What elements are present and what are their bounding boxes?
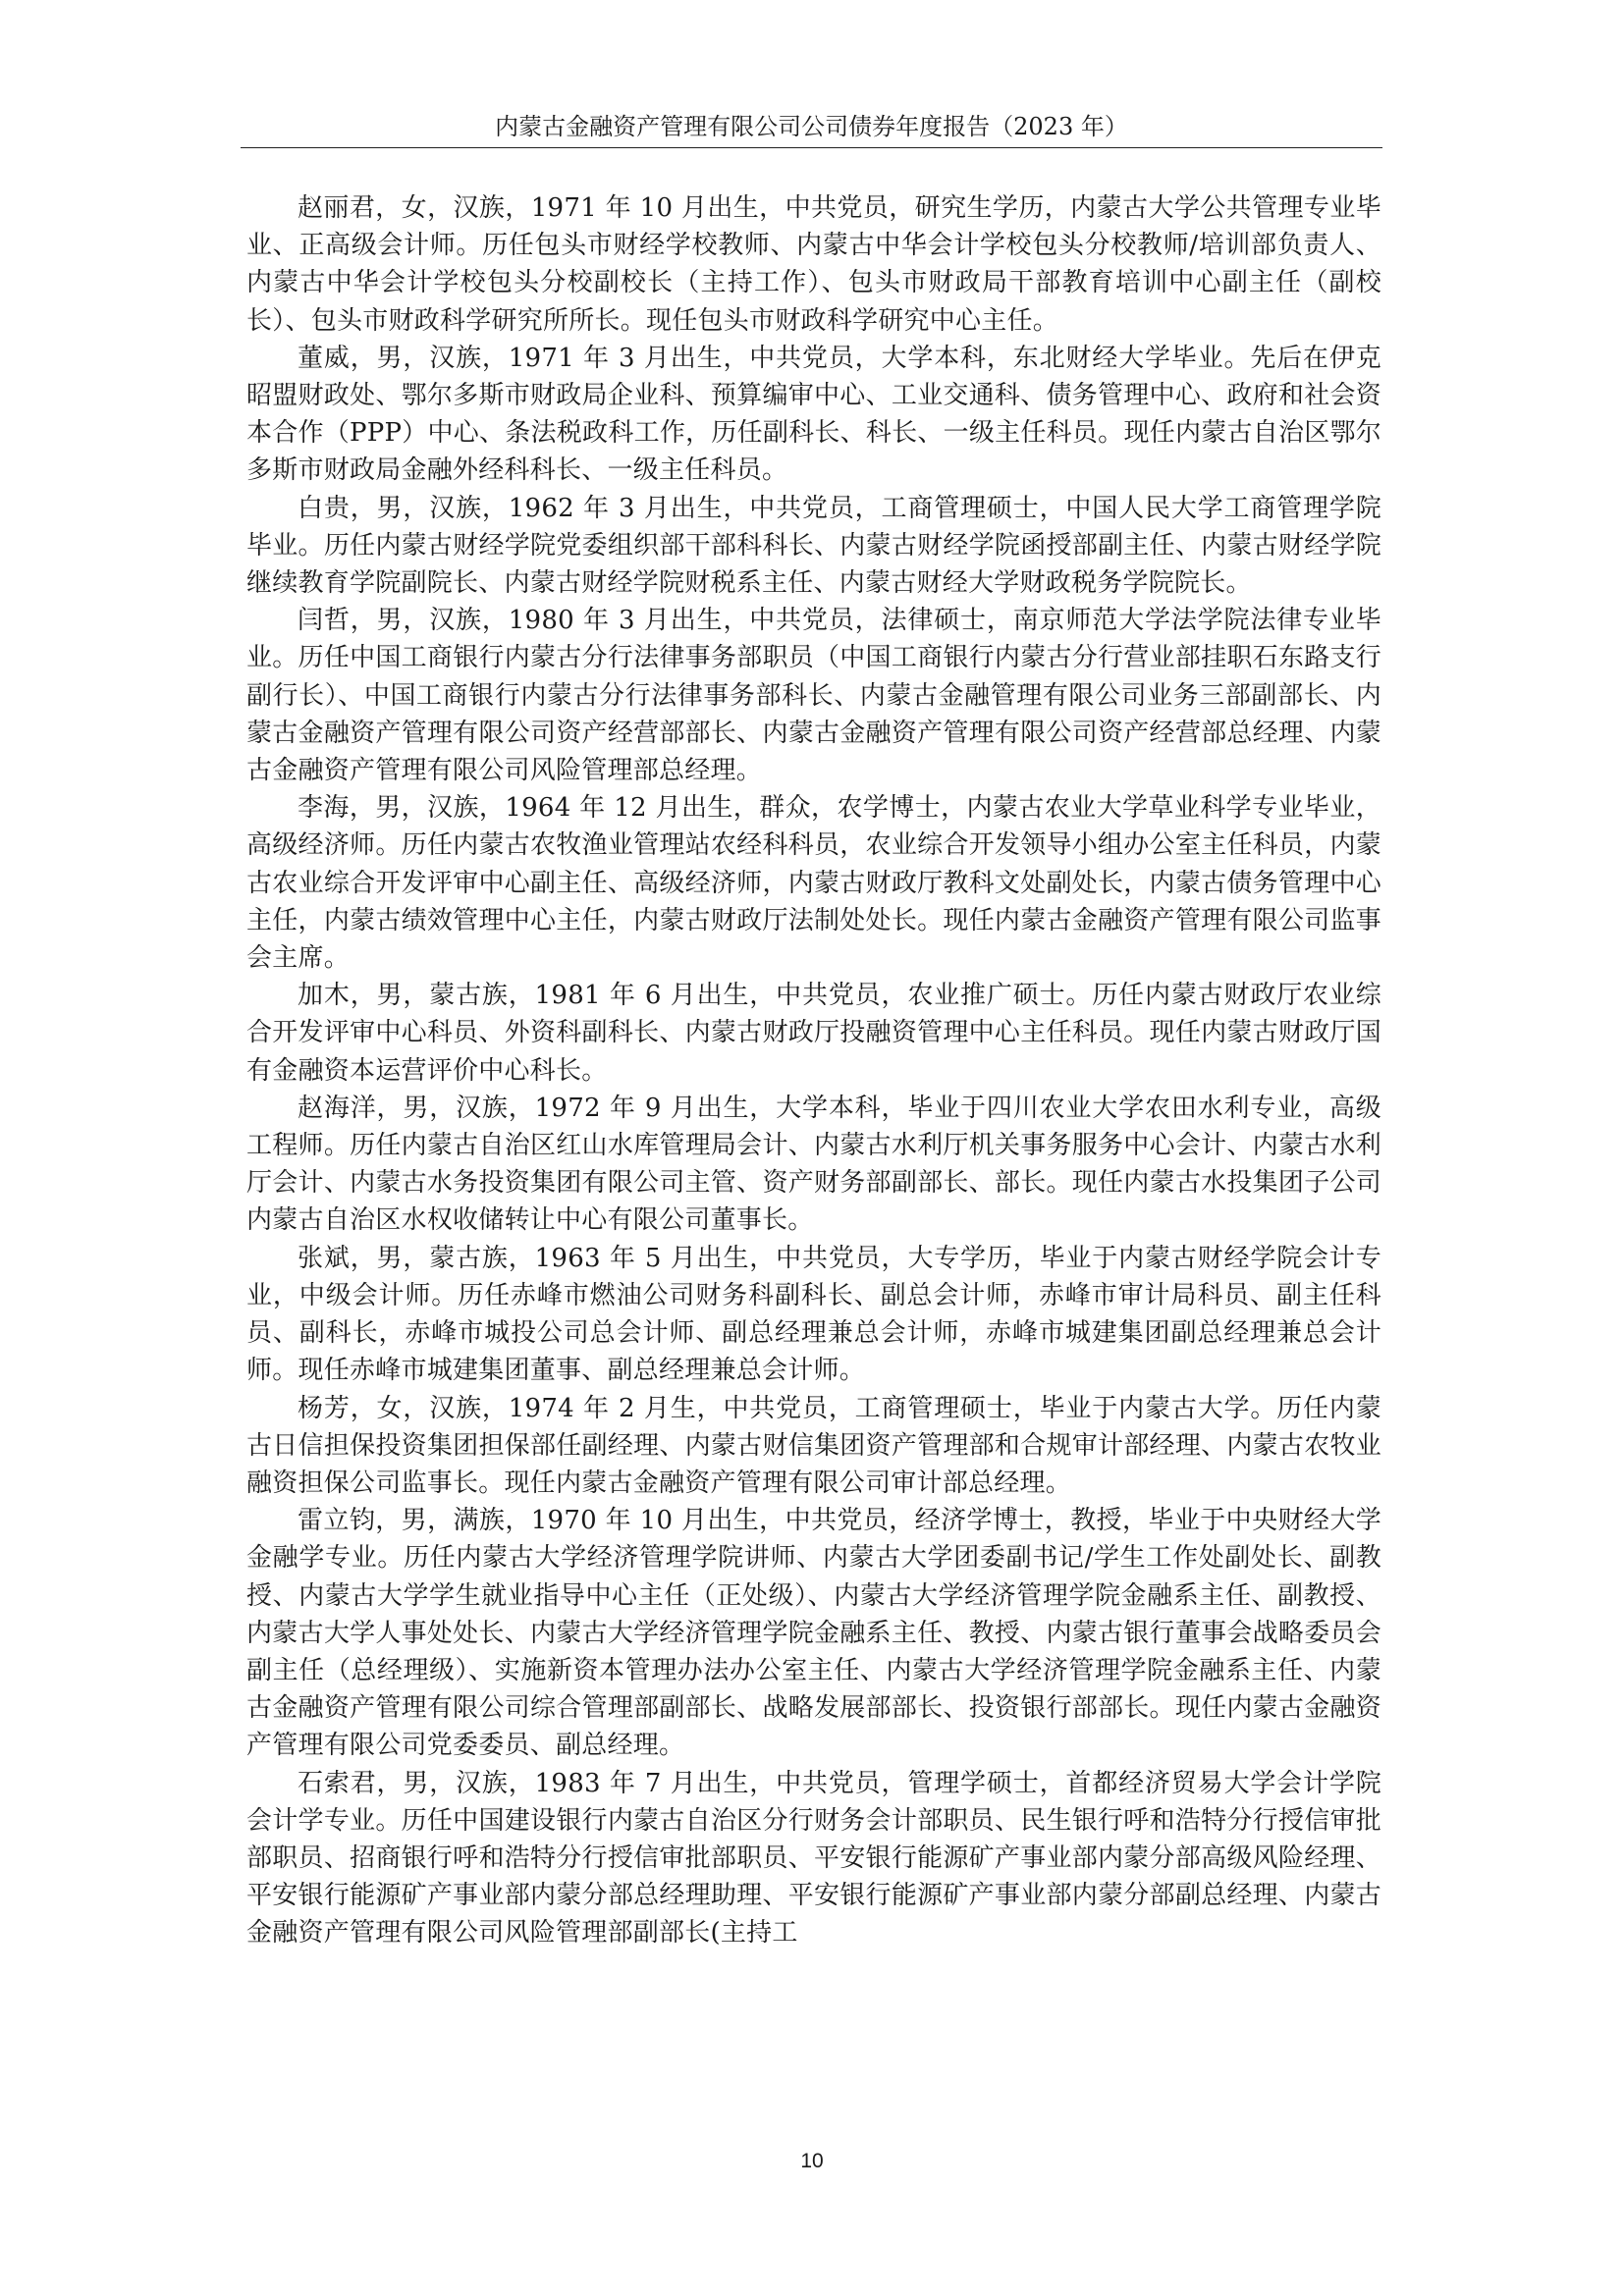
bio-paragraph-bai-gui: 白贵，男，汉族，1962 年 3 月出生，中共党员，工商管理硕士，中国人民大学工商管理学院毕业。历任内蒙古财经学院党委组织部干部科科长、内蒙古财经学院函授部副主任、内蒙古财经学院继续教育学院副院长、内蒙古财经学院财税系主任、内蒙古财经大学财政税务学院院长。 <box>246 493 1381 599</box>
page-number: 10 <box>800 2150 824 2172</box>
bio-paragraph-li-hai: 李海，男，汉族，1964 年 12 月出生，群众，农学博士，内蒙古农业大学草业科学专业毕业，高级经济师。历任内蒙古农牧渔业管理站农经科科员，农业综合开发领导小组办公室主任科员，内蒙古农业综合开发评审中心副主任、高级经济师，内蒙古财政厅教科文处副处长，内蒙古债务管理中心主任，内蒙古绩效管理中心主任，内蒙古财政厅法制处处长。现任内蒙古金融资产管理有限公司监事会主席。 <box>246 793 1381 974</box>
bio-paragraph-jia-mu: 加木，男，蒙古族，1981 年 6 月出生，中共党员，农业推广硕士。历任内蒙古财政厅农业综合开发评审中心科员、外资科副科长、内蒙古财政厅投融资管理中心主任科员。现任内蒙古财政厅国有金融资本运营评价中心科长。 <box>246 981 1381 1086</box>
bio-paragraph-lei-lijun: 雷立钧，男，满族，1970 年 10 月出生，中共党员，经济学博士，教授，毕业于中央财经大学金融学专业。历任内蒙古大学经济管理学院讲师、内蒙古大学团委副书记/学生工作处副处长、副教授、内蒙古大学学生就业指导中心主任（正处级）、内蒙古大学经济管理学院金融系主任、副教授、内蒙古大学人事处处长、内蒙古大学经济管理学院金融系主任、教授、内蒙古银行董事会战略委员会副主任（总经理级）、实施新资本管理办法办公室主任、内蒙古大学经济管理学院金融系主任、内蒙古金融资产管理有限公司综合管理部副部长、战略发展部部长、投资银行部部长。现任内蒙古金融资产管理有限公司党委委员、副总经理。 <box>246 1506 1381 1761</box>
bio-paragraph-shi-suojun: 石索君，男，汉族，1983 年 7 月出生，中共党员，管理学硕士，首都经济贸易大学会计学院会计学专业。历任中国建设银行内蒙古自治区分行财务会计部职员、民生银行呼和浩特分行授信审批部职员、招商银行呼和浩特分行授信审批部职员、平安银行能源矿产事业部内蒙分部高级风险经理、平安银行能源矿产事业部内蒙分部总经理助理、平安银行能源矿产事业部内蒙分部副总经理、内蒙古金融资产管理有限公司风险管理部副部长(主持工 <box>246 1768 1381 1949</box>
bio-paragraph-zhao-lijun: 赵丽君，女，汉族，1971 年 10 月出生，中共党员，研究生学历，内蒙古大学公共管理专业毕业、正高级会计师。历任包头市财经学校教师、内蒙古中华会计学校包头分校教师/培训部负责人、内蒙古中华会计学校包头分校副校长（主持工作）、包头市财政局干部教育培训中心副主任（副校长）、包头市财政科学研究所所长。现任包头市财政科学研究中心主任。 <box>246 193 1381 336</box>
page-header: 内蒙古金融资产管理有限公司公司债券年度报告（2023 年） <box>495 113 1128 140</box>
bio-paragraph-dong-wei: 董威，男，汉族，1971 年 3 月出生，中共党员，大学本科，东北财经大学毕业。先后在伊克昭盟财政处、鄂尔多斯市财政局企业科、预算编审中心、工业交通科、债务管理中心、政府和社会资本合作（PPP）中心、条法税政科工作，历任副科长、科长、一级主任科员。现任内蒙古自治区鄂尔多斯市财政局金融外经科科长、一级主任科员。 <box>246 343 1381 486</box>
bio-paragraph-zhang-bin: 张斌，男，蒙古族，1963 年 5 月出生，中共党员，大专学历，毕业于内蒙古财经学院会计专业，中级会计师。历任赤峰市燃油公司财务科副科长、副总会计师，赤峰市审计局科员、副主任科员、副科长，赤峰市城投公司总会计师、副总经理兼总会计师，赤峰市城建集团副总经理兼总会计师。现任赤峰市城建集团董事、副总经理兼总会计师。 <box>246 1243 1381 1386</box>
bio-section <box>246 189 1381 1952</box>
bio-paragraph-yan-zhe: 闫哲，男，汉族，1980 年 3 月出生，中共党员，法律硕士，南京师范大学法学院法律专业毕业。历任中国工商银行内蒙古分行法律事务部职员（中国工商银行内蒙古分行营业部挂职石东路支行副行长）、中国工商银行内蒙古分行法律事务部科长、内蒙古金融管理有限公司业务三部副部长、内蒙古金融资产管理有限公司资产经营部部长、内蒙古金融资产管理有限公司资产经营部总经理、内蒙古金融资产管理有限公司风险管理部总经理。 <box>246 606 1381 786</box>
bio-paragraph-yang-fang: 杨芳，女，汉族，1974 年 2 月生，中共党员，工商管理硕士，毕业于内蒙古大学。历任内蒙古日信担保投资集团担保部任副经理、内蒙古财信集团资产管理部和合规审计部经理、内蒙古农牧业融资担保公司监事长。现任内蒙古金融资产管理有限公司审计部总经理。 <box>246 1393 1381 1498</box>
bio-paragraph-zhao-haiyang: 赵海洋，男，汉族，1972 年 9 月出生，大学本科，毕业于四川农业大学农田水利专业，高级工程师。历任内蒙古自治区红山水库管理局会计、内蒙古水利厅机关事务服务中心会计、内蒙古水利厅会计、内蒙古水务投资集团有限公司主管、资产财务部副部长、部长。现任内蒙古水投集团子公司内蒙古自治区水权收储转让中心有限公司董事长。 <box>246 1093 1381 1236</box>
header-divider <box>241 147 1382 148</box>
